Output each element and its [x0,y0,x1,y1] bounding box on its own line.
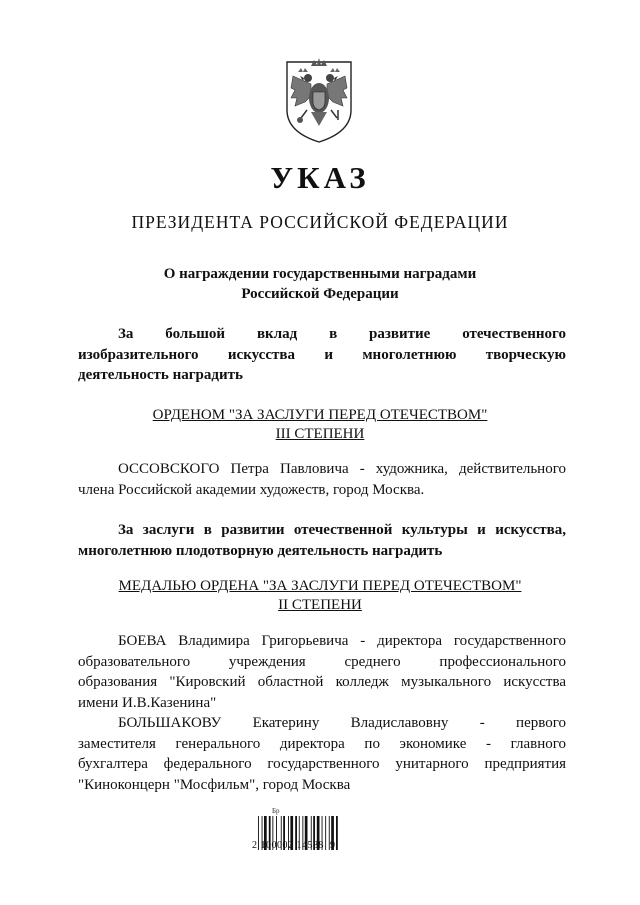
section2-intro [78,520,566,561]
recipient-line: члена Российской академии художеств, город Москва. [78,481,425,498]
recipient-line: "Киноконцерн "Мосфильм", город Москва [78,776,351,793]
section1-award [0,406,640,444]
intro-line: многолетнюю плодотворную деятельность наградить [78,542,443,559]
subject-line: О награждении государственными наградами [163,266,477,282]
recipient-line: БОЛЬШАКОВУ Екатерину Владиславовну - первого [118,715,566,731]
recipient-line: бухгалтера федерального государственного унитарного предприятия [78,756,566,772]
recipient-line: БОЕВА Владимира Григорьевича - директора государственного [118,633,566,649]
decree-title: УКАЗ [270,160,370,195]
section2-recipient-1 [78,631,566,713]
intro-line: За заслуги в развитии отечественной культуры и искусства, [118,522,566,538]
award-line: МЕДАЛЬЮ ОРДЕНА "ЗА ЗАСЛУГИ ПЕРЕД ОТЕЧЕСТВОМ" [118,578,522,594]
subject-line: Российской Федерации [241,286,399,302]
barcode-number: 2 100002 14588 9 [252,840,336,851]
section2-recipient-2 [78,713,566,795]
award-line: ОРДЕНОМ "ЗА ЗАСЛУГИ ПЕРЕД ОТЕЧЕСТВОМ" [152,407,488,423]
intro-line: За большой вклад в развитие отечественного [118,326,566,342]
decree-subtitle: ПРЕЗИДЕНТА РОССИЙСКОЙ ФЕДЕРАЦИИ [131,212,509,232]
recipient-line: заместителя генерального директора по экономике - главного [78,735,566,752]
recipient-line: образовательного учреждения среднего профессионального [78,653,566,670]
recipient-line: образования "Кировский областной колледж музыкального искусства [78,674,566,690]
recipient-line: имени И.В.Казенина" [78,694,217,711]
decree-subject [0,264,640,304]
recipient-line: ОССОВСКОГО Петра Павловича - художника, действительного [118,461,566,477]
intro-line: изобразительного искусства и многолетнюю творческую [78,346,566,363]
section2-award [0,577,640,615]
intro-line: деятельность наградить [78,367,243,383]
award-line: II СТЕПЕНИ [278,597,362,613]
stamp-mark: Бр [272,807,280,815]
section1-intro [78,324,566,386]
award-line: III СТЕПЕНИ [275,426,365,442]
section1-recipient [78,459,566,500]
russian-coat-of-arms-icon [281,54,357,144]
